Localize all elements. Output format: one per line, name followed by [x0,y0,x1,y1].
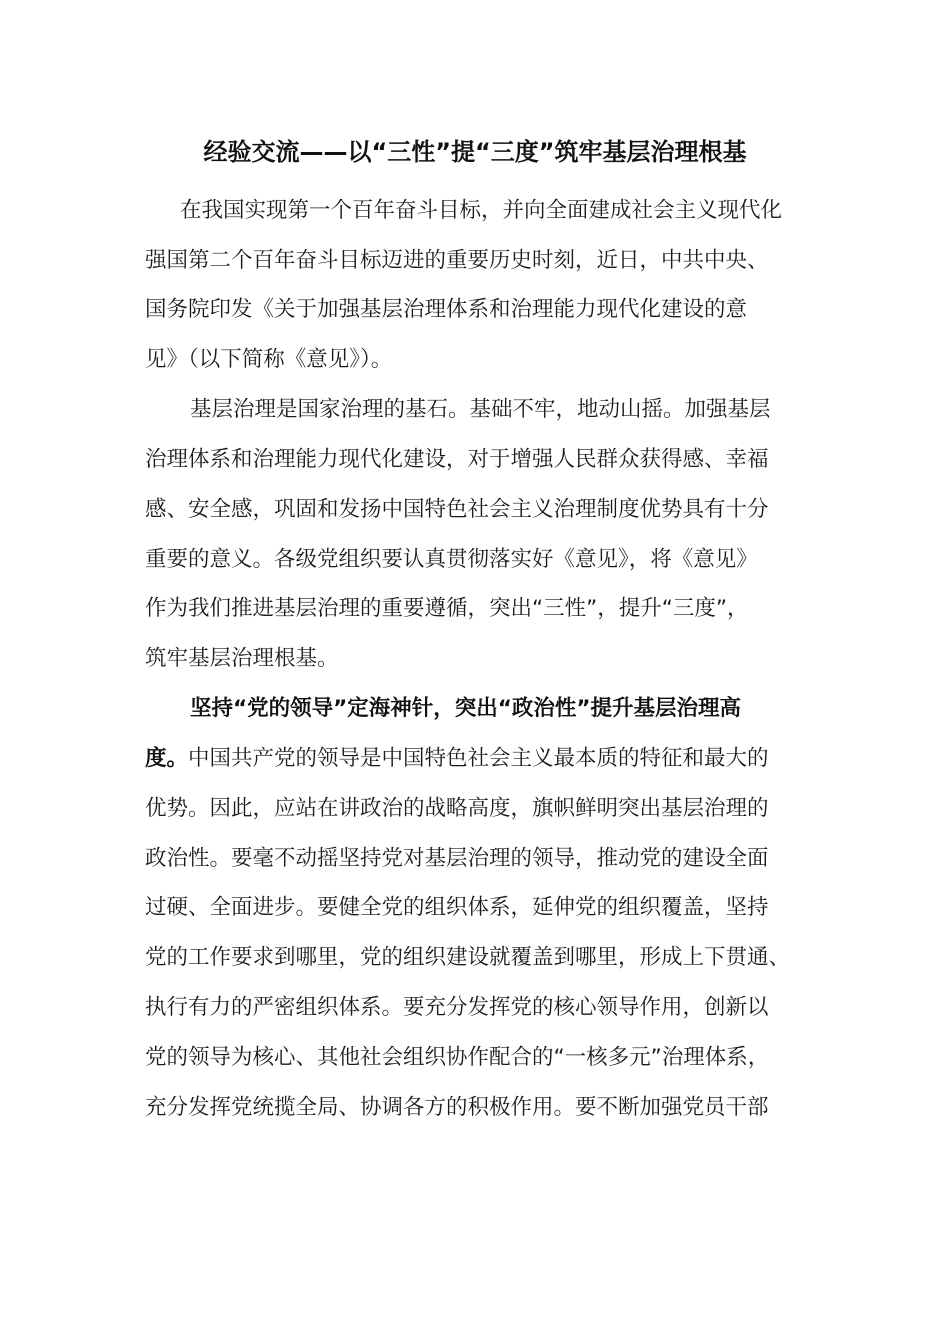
paragraph-3-line: 优势。因此，应站在讲政治的战略高度，旗帜鲜明突出基层治理的 [145,796,769,821]
paragraph-3-line: 充分发挥党统揽全局、协调各方的积极作用。要不断加强党员干部 [145,1095,769,1120]
paragraph-2-line: 作为我们推进基层治理的重要遵循，突出“三性”，提升“三度”， [145,596,749,621]
paragraph-2-line: 基层治理是国家治理的基石。基础不牢，地动山摇。加强基层 [190,397,771,422]
paragraph-3-text: 中国共产党的领导是中国特色社会主义最本质的特征和最大的 [188,746,769,771]
paragraph-1-line: 强国第二个百年奋斗目标迈进的重要历史时刻，近日，中共中央、 [145,248,769,273]
paragraph-3-line: 过硬、全面进步。要健全党的组织体系，延伸党的组织覆盖，坚持 [145,895,769,920]
paragraph-2-line: 感、安全感，巩固和发扬中国特色社会主义治理制度优势具有十分 [145,497,769,522]
paragraph-3-line: 执行有力的严密组织体系。要充分发挥党的核心领导作用，创新以 [145,995,769,1020]
paragraph-3-line: 政治性。要毫不动摇坚持党对基层治理的领导，推动党的建设全面 [145,846,769,871]
paragraph-1-line: 国务院印发《关于加强基层治理体系和治理能力现代化建设的意 [145,297,748,322]
section-heading-end: 度。 [145,746,189,771]
paragraph-1-line: 在我国实现第一个百年奋斗目标，并向全面建成社会主义现代化 [180,198,783,223]
paragraph-3-line: 党的工作要求到哪里，党的组织建设就覆盖到哪里，形成上下贯通、 [145,945,791,970]
paragraph-1-line: 见》（以下简称《意见》）。 [145,347,393,372]
paragraph-3-line [145,739,769,779]
paragraph-2-line: 筑牢基层治理根基。 [145,646,339,671]
document-title: 经验交流——以“三性”提“三度”筑牢基层治理根基 [203,138,747,166]
paragraph-2-line: 重要的意义。各级党组织要认真贯彻落实好《意见》，将《意见》 [145,547,758,572]
paragraph-2-line: 治理体系和治理能力现代化建设，对于增强人民群众获得感、幸福 [145,447,769,472]
paragraph-3-line: 党的领导为核心、其他社会组织协作配合的“一核多元”治理体系， [145,1045,770,1070]
section-heading: 坚持“党的领导”定海神针，突出“政治性”提升基层治理高 [190,696,742,721]
